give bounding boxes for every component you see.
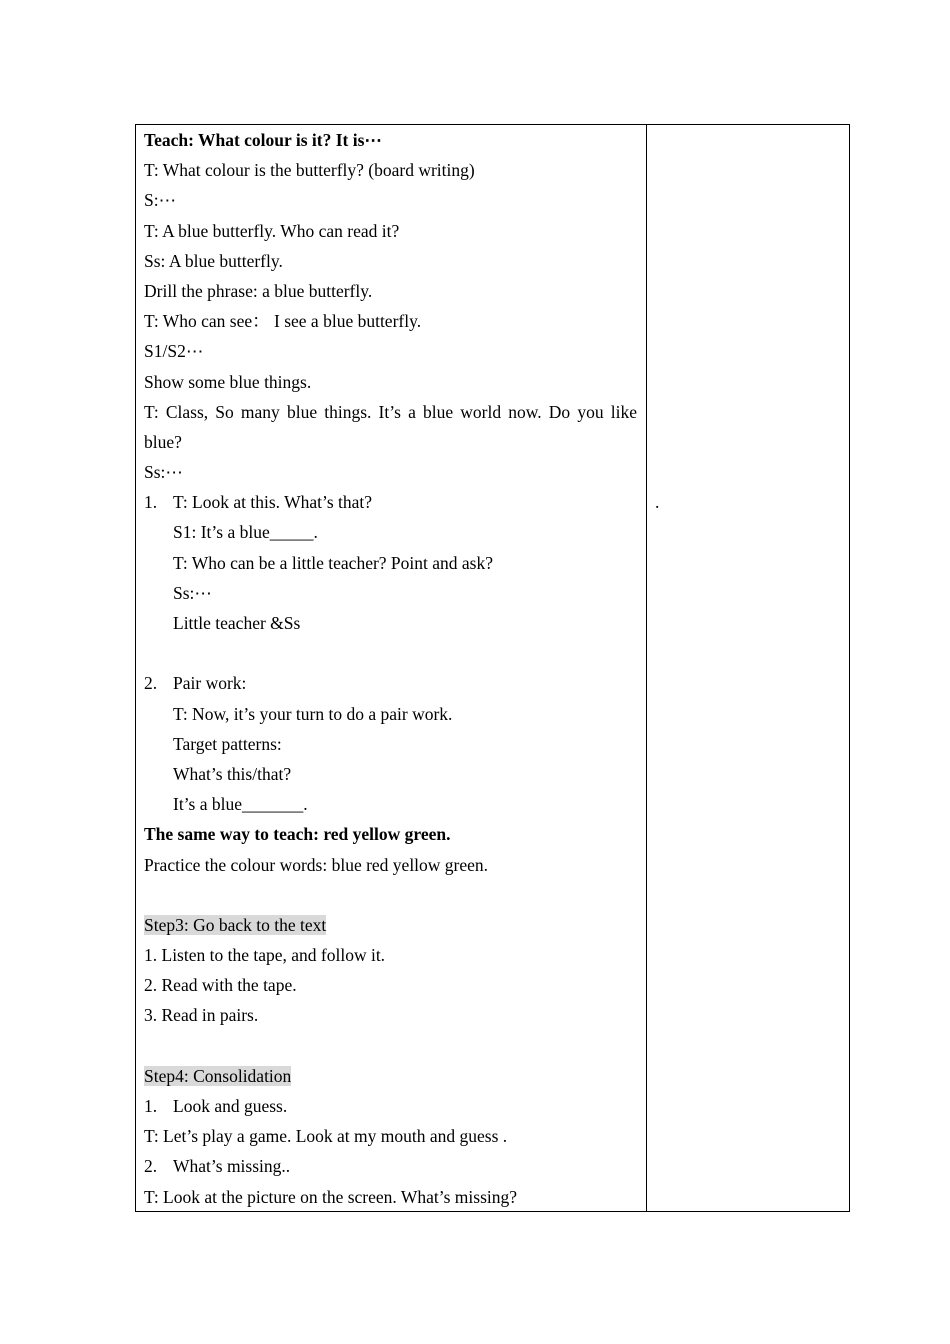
text-line: T: Look at the picture on the screen. What’s missing? <box>144 1186 518 1207</box>
sub-line: It’s a blue_______. <box>173 794 308 815</box>
sub-line: What’s this/that? <box>173 763 292 784</box>
text-line: T: A blue butterfly. Who can read it? <box>144 220 400 241</box>
sub-line: Ss:⋯ <box>173 582 212 603</box>
same-way-heading: The same way to teach: red yellow green. <box>144 824 451 845</box>
spacer <box>144 1031 637 1061</box>
item-text: What’s missing.. <box>173 1156 291 1177</box>
text-line: Ss:⋯ <box>144 462 183 483</box>
teach-heading: Teach: What colour is it? It is⋯ <box>144 130 382 150</box>
text-line: S1/S2⋯ <box>144 341 204 362</box>
step-item: 2. Read with the tape. <box>144 975 297 996</box>
step3-heading-text: Step3: Go back to the text <box>144 914 327 935</box>
text-line: T: Let’s play a game. Look at my mouth and guess . <box>144 1126 508 1147</box>
sub-line: S1: It’s a blue_____. <box>173 522 318 543</box>
step4-heading-text: Step4: Consolidation <box>144 1065 292 1086</box>
numbered-item <box>144 668 637 698</box>
numbered-item <box>144 487 637 517</box>
text-paragraph: T: Class, So many blue things. It’s a blue world now. Do you like blue? <box>144 401 637 452</box>
text-line: T: Who can see： I see a blue butterfly. <box>144 311 422 332</box>
item-number: 1. <box>144 1096 158 1117</box>
numbered-item <box>144 1091 637 1121</box>
text-line: Ss: A blue butterfly. <box>144 250 283 271</box>
item-number: 2. <box>144 1156 158 1177</box>
text-line: Show some blue things. <box>144 371 312 392</box>
item-text: Pair work: <box>173 673 247 694</box>
step-item: 3. Read in pairs. <box>144 1005 259 1026</box>
item-text: T: Look at this. What’s that? <box>173 492 373 513</box>
text-line: Practice the colour words: blue red yellow green. <box>144 854 489 875</box>
sub-line: T: Who can be a little teacher? Point and ask? <box>173 552 493 573</box>
numbered-item <box>144 1151 637 1181</box>
text-line: Drill the phrase: a blue butterfly. <box>144 280 373 301</box>
notes-column <box>647 125 849 1211</box>
step3-heading <box>144 910 637 940</box>
notes-mark: . <box>655 492 660 512</box>
item-number: 1. <box>144 492 158 513</box>
lesson-plan-table <box>135 124 850 1212</box>
item-text: Look and guess. <box>173 1096 288 1117</box>
item-number: 2. <box>144 673 158 694</box>
sub-line: Target patterns: <box>173 733 282 754</box>
step-item: 1. Listen to the tape, and follow it. <box>144 945 386 966</box>
spacer <box>144 880 637 910</box>
sub-line: Little teacher &Ss <box>173 613 301 634</box>
procedure-column <box>136 125 647 1211</box>
sub-line: T: Now, it’s your turn to do a pair work. <box>173 703 453 724</box>
spacer <box>144 638 637 668</box>
text-line: T: What colour is the butterfly? (board writing) <box>144 160 475 181</box>
step4-heading <box>144 1061 637 1091</box>
text-line: S:⋯ <box>144 190 177 211</box>
